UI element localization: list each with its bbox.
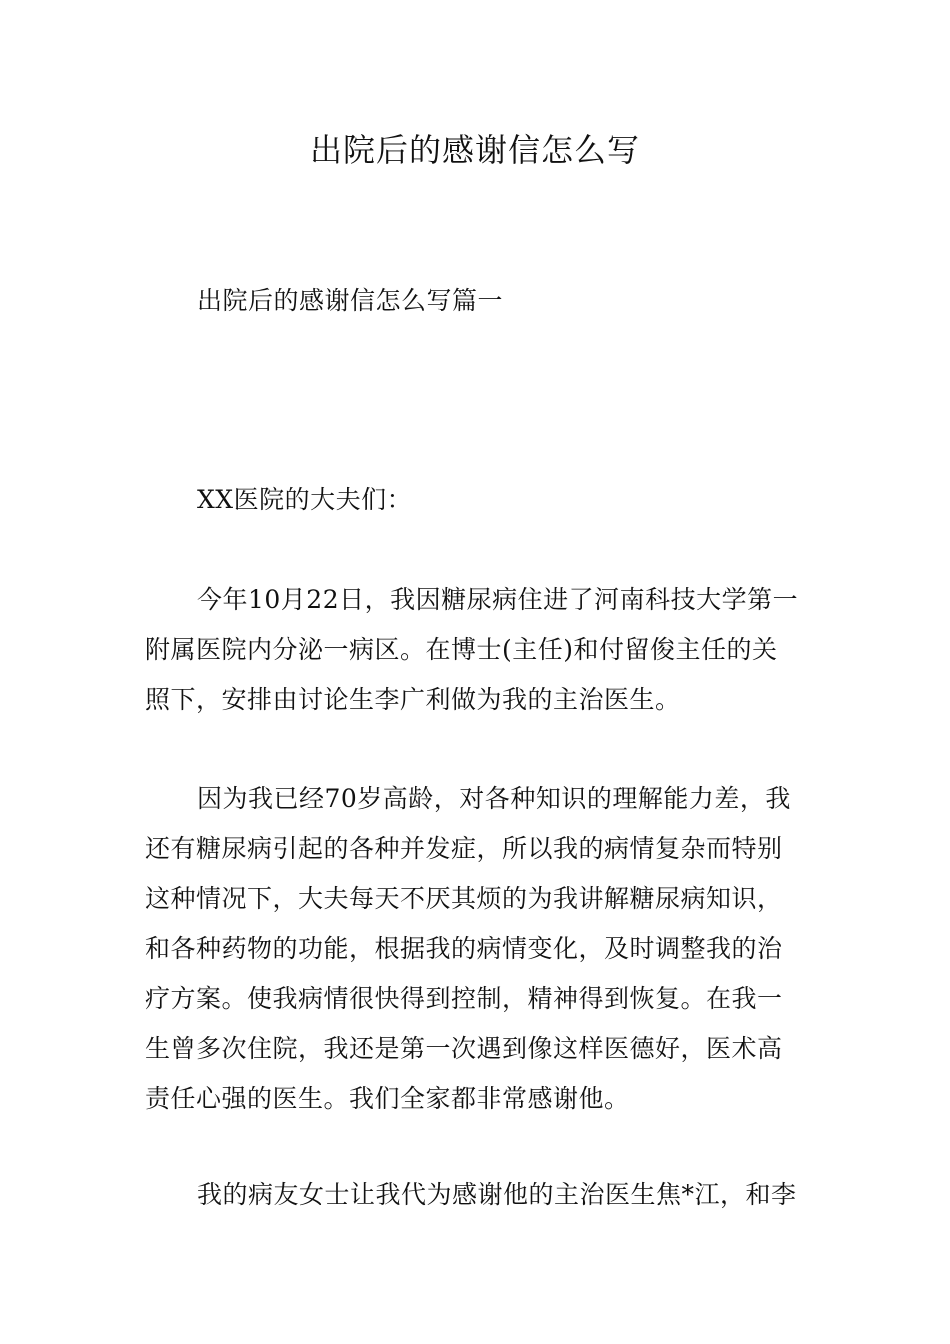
paragraph-line: 附属医院内分泌一病区。在博士(主任)和付留俊主任的关 bbox=[145, 635, 778, 664]
salutation: XX医院的大夫们： bbox=[197, 485, 413, 514]
paragraph-line: 还有糖尿病引起的各种并发症，所以我的病情复杂而特别 bbox=[145, 834, 783, 863]
paragraph-line: 照下，安排由讨论生李广利做为我的主治医生。 bbox=[145, 685, 681, 714]
paragraph-line: 责任心强的医生。我们全家都非常感谢他。 bbox=[145, 1084, 630, 1113]
paragraph-line: 和各种药物的功能，根据我的病情变化，及时调整我的治 bbox=[145, 934, 783, 963]
paragraph-3 bbox=[145, 1170, 810, 1220]
paragraph-line: 生曾多次住院，我还是第一次遇到像这样医德好，医术高 bbox=[145, 1034, 783, 1063]
paragraph-1 bbox=[145, 575, 810, 725]
paragraph-line: 我的病友女士让我代为感谢他的主治医生焦*江，和李 bbox=[197, 1180, 797, 1209]
section-heading: 出院后的感谢信怎么写篇一 bbox=[197, 286, 504, 315]
paragraph-line: 今年10月22日，我因糖尿病住进了河南科技大学第一 bbox=[197, 585, 799, 614]
paragraph-2 bbox=[145, 774, 810, 1124]
document-title: 出院后的感谢信怎么写 bbox=[309, 131, 640, 169]
paragraph-line: 疗方案。使我病情很快得到控制，精神得到恢复。在我一 bbox=[145, 984, 783, 1013]
paragraph-line: 这种情况下，大夫每天不厌其烦的为我讲解糖尿病知识， bbox=[145, 884, 783, 913]
paragraph-line: 因为我已经70岁高龄，对各种知识的理解能力差，我 bbox=[197, 784, 791, 813]
